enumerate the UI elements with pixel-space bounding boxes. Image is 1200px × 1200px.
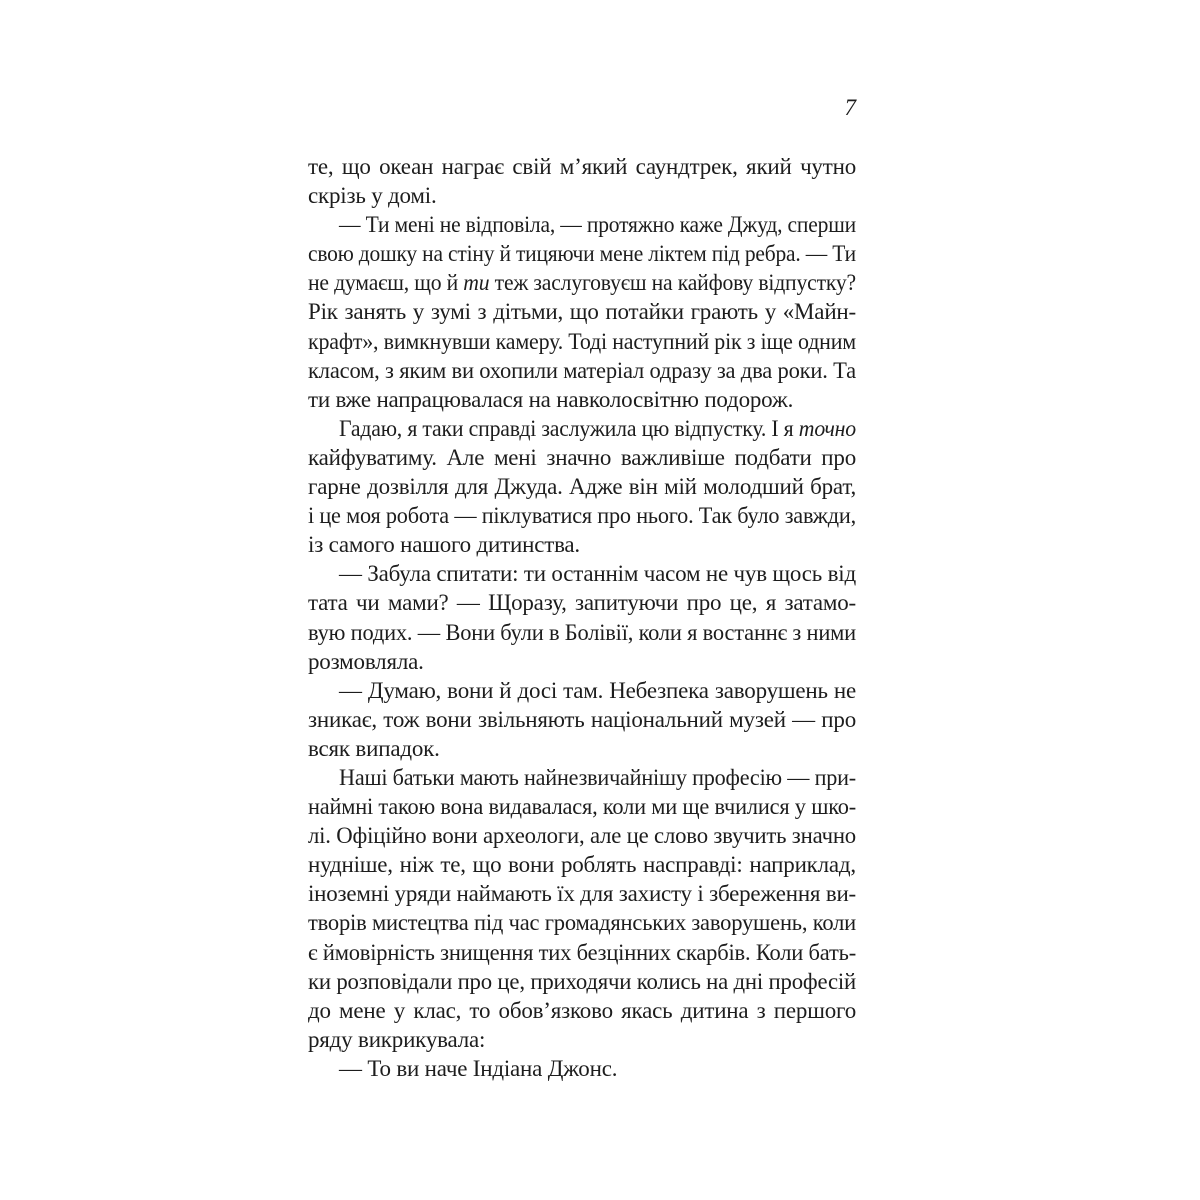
text-line: лі. Офіційно вони археологи, але це слово звучить значно [308, 823, 856, 849]
text-line: вую подих. — Вони були в Болівії, коли я востаннє з ними [308, 619, 856, 645]
text-line: із самого нашого дитинства. [308, 532, 580, 558]
text-line: Наші батьки мають найнезвичайнішу професію — при- [339, 764, 856, 790]
text-line: тата чи мами? — Щоразу, запитуючи про це, я затамо- [308, 590, 856, 616]
text-line: і це моя робота — піклуватися про нього. Так було завжди, [308, 503, 856, 529]
text-line: ки розповідали про це, приходячи колись на дні професій [308, 968, 856, 994]
text-line: Рік занять у зумі з дітьми, що потайки грають у «Майн- [308, 299, 856, 325]
text-line: гарне дозвілля для Джуда. Адже він мій молодший брат, [308, 474, 856, 500]
text-line: скрізь у домі. [308, 183, 437, 209]
text-line: зникає, тож вони звільняють національний музей — про [308, 706, 856, 732]
text-line: свою дошку на стіну й тицяючи мене ліктем під ребра. — Ти [308, 241, 856, 267]
text-line: крафт», вимкнувши камеру. Тоді наступний рік з іще одним [308, 328, 856, 354]
text-line: ти вже напрацювалася на навколосвітню подорож. [308, 386, 794, 412]
text-line: класом, з яким ви охопили матеріал одразу за два роки. Та [308, 357, 856, 383]
text-line: Гадаю, я таки справді заслужила цю відпустку. І я точно [339, 415, 856, 441]
text-line: не думаєш, що й ти теж заслуговуєш на кайфову відпустку? [308, 270, 856, 296]
text-line: — Ти мені не відповіла, — протяжно каже Джуд, сперши [339, 212, 856, 238]
text-line: кайфуватиму. Але мені значно важливіше подбати про [308, 444, 856, 470]
text-line: — То ви наче Індіана Джонс. [339, 1055, 618, 1081]
text-line: ряду викрикувала: [308, 1026, 486, 1052]
text-line: те, що океан награє свій м’який саундтрек, який чутно [308, 154, 856, 179]
text-line: нудніше, ніж те, що вони роблять насправді: наприклад, [308, 852, 856, 878]
text-line: розмовляла. [308, 648, 424, 674]
text-block [308, 152, 856, 1083]
text-line: творів мистецтва під час громадянських заворушень, коли [308, 910, 856, 936]
text-line: іноземні уряди наймають їх для захисту і збереження ви- [308, 881, 856, 907]
text-line: — Забула спитати: ти останнім часом не чув щось від [339, 561, 856, 587]
text-line: до мене у клас, то обов’язково якась дитина з першого [308, 997, 856, 1023]
text-line: всяк випадок. [308, 735, 440, 761]
text-line: — Думаю, вони й досі там. Небезпека заворушень не [339, 677, 856, 703]
text-line: є ймовірність знищення тих безцінних скарбів. Коли бать- [308, 939, 856, 965]
text-line: наймні такою вона видавалася, коли ми ще вчилися у шко- [308, 794, 856, 820]
page-number: 7 [844, 95, 856, 120]
